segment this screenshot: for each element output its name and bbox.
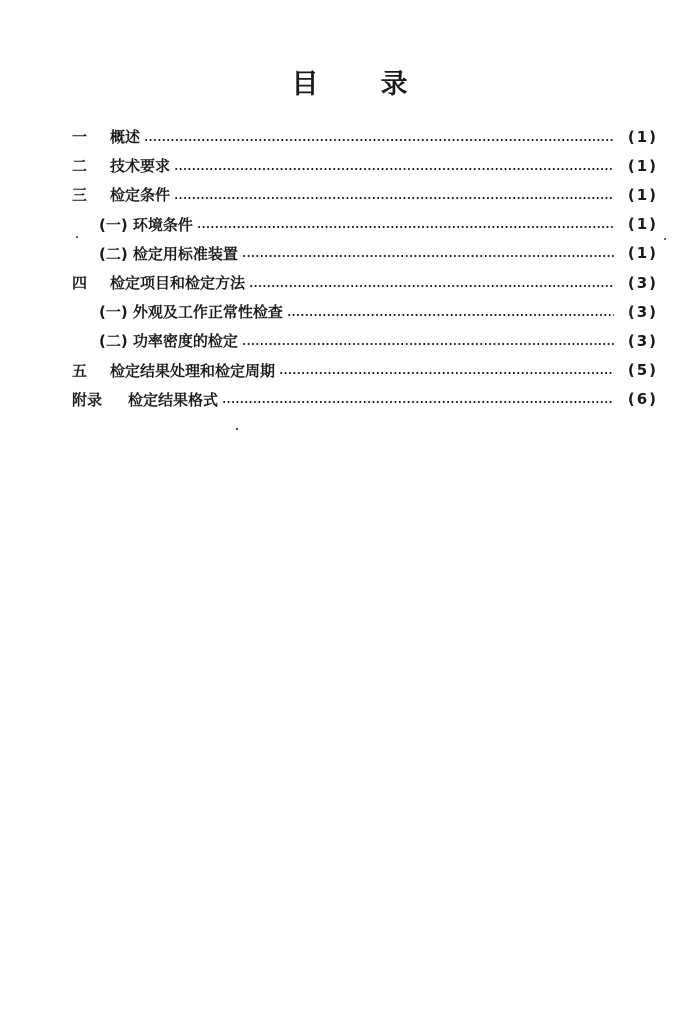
- toc-entry[interactable]: [72, 268, 658, 297]
- toc-entry-number: 五: [72, 361, 88, 380]
- toc-subentry[interactable]: [72, 210, 658, 239]
- toc-entry-page: (1): [627, 127, 658, 146]
- scan-speck: [76, 236, 78, 238]
- toc-entry-number: 四: [72, 274, 88, 293]
- toc-entry-label: 检定条件: [110, 186, 171, 205]
- dot-leader: [174, 197, 614, 199]
- toc-entry-number: 附录: [72, 390, 103, 409]
- toc-entry-page: (3): [627, 331, 658, 350]
- toc-subentry[interactable]: [72, 326, 658, 355]
- dot-leader: [174, 168, 614, 170]
- toc-subentry[interactable]: [72, 239, 658, 268]
- dot-leader: [279, 372, 614, 374]
- dot-leader: [197, 226, 614, 228]
- toc-entry-label: (一) 环境条件: [99, 215, 193, 234]
- toc-entry[interactable]: [72, 180, 658, 209]
- toc-entry-page: (1): [627, 244, 658, 263]
- toc-entry-page: (3): [627, 302, 658, 321]
- title-char-left: 目: [291, 69, 319, 100]
- title-char-right: 录: [380, 69, 408, 100]
- toc-entry-label: (一) 外观及工作正常性检查: [99, 303, 283, 322]
- dot-leader: [242, 255, 614, 257]
- toc-entry-page: (1): [627, 215, 658, 234]
- toc-entry-label: 技术要求: [110, 157, 171, 176]
- toc-entry[interactable]: [72, 151, 658, 180]
- scan-speck: [664, 238, 666, 240]
- toc-entry-number: 一: [72, 128, 88, 147]
- dot-leader: [222, 401, 614, 403]
- scan-speck: [236, 428, 238, 430]
- toc-entry-label: (二) 功率密度的检定: [99, 332, 238, 351]
- toc-entry-label: 检定结果处理和检定周期: [110, 361, 276, 380]
- dot-leader: [242, 343, 614, 345]
- toc-entry-page: (1): [627, 185, 658, 204]
- toc-entry-label: 概述: [110, 128, 141, 147]
- toc-appendix-entry[interactable]: [72, 385, 658, 414]
- toc-entry-number: 二: [72, 157, 88, 176]
- dot-leader: [249, 285, 614, 287]
- toc-entry-label: (二) 检定用标准装置: [99, 244, 238, 263]
- toc-entry-label: 检定项目和检定方法: [110, 274, 246, 293]
- toc-entry[interactable]: [72, 122, 658, 151]
- dot-leader: [287, 314, 614, 316]
- toc-entry-page: (6): [627, 390, 658, 409]
- toc-entry-page: (1): [627, 156, 658, 175]
- toc-entry-label: 检定结果格式: [128, 390, 219, 409]
- toc-entry[interactable]: [72, 356, 658, 385]
- toc-entry-page: (3): [627, 273, 658, 292]
- toc-subentry[interactable]: [72, 297, 658, 326]
- table-of-contents: [72, 122, 658, 414]
- dot-leader: [144, 139, 614, 141]
- toc-entry-page: (5): [627, 361, 658, 380]
- toc-entry-number: 三: [72, 186, 88, 205]
- page-title: [0, 62, 699, 101]
